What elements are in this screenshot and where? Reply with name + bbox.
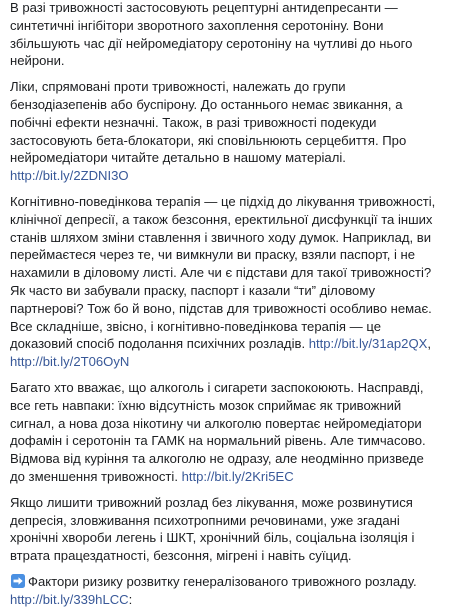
- right-arrow-emoji-icon: [10, 573, 26, 589]
- paragraph-text: Фактори ризику розвитку генералізованого тривожного розладу.: [28, 573, 417, 589]
- post-link[interactable]: http://bit.ly/2Kri5EC: [181, 468, 294, 484]
- post-link[interactable]: http://bit.ly/339hLCC: [10, 591, 129, 607]
- paragraph-text: Ліки, спрямовані проти тривожності, належать до групи бензодіазепенів або буспірону. До останнього немає звикання, а побічні ефекти незначні. Також, в разі тривожності подекуди застосовують бета-блокатори, які сповільнюють серцебиття. Про нейромедіатори читайте детально в нашому матеріалі.: [10, 79, 407, 166]
- post-paragraph: [10, 379, 440, 486]
- post-link[interactable]: http://bit.ly/31ap2QX: [308, 336, 428, 352]
- post-link[interactable]: http://bit.ly/2ZDNI3O: [10, 168, 129, 184]
- paragraph-text: :: [128, 591, 133, 607]
- paragraph-text: В разі тривожності застосовують рецептурні антидепресанти — синтетичні інгібітори зворотного захоплення серотоніну. Вони збільшують час дії нейромедіатору серотоніну на чутливі до нього нейрони.: [10, 0, 413, 69]
- post-paragraph: [10, 573, 440, 609]
- post-paragraph: [10, 193, 440, 371]
- post-paragraph: [10, 494, 440, 565]
- paragraph-text: Багато хто вважає, що алкоголь і сигарети заспокоюють. Насправді, все геть навпаки: їхню відсутність мозок сприймає як тривожний сигнал, а нова доза нікотину чи алкоголю повертає нейромедіатори дофамін і серотонін та ГАМК на нормальний рівень. Але тимчасово. Відмова від куріння та алкоголю не одразу, але неодмінно призведе до зменшення тривожності.: [10, 379, 426, 484]
- post-link[interactable]: http://bit.ly/2T06OyN: [10, 354, 130, 370]
- post-paragraph: [10, 78, 440, 185]
- paragraph-text: ,: [427, 336, 432, 352]
- paragraph-text: Якщо лишити тривожний розлад без лікування, може розвинутися депресія, зловживання психотропними речовинами, уже згадані хронічні хвороби легень і ШКТ, хронічний біль, соціальна ізоляція і втрата працездатності, безсоння, мігрені і навіть суїцид.: [10, 494, 415, 564]
- post-paragraph: [10, 0, 440, 70]
- paragraph-text: Когнітивно-поведінкова терапія — це підхід до лікування тривожності, клінічної депресії, а також безсоння, еректильної дисфункції та інших станів шляхом зміни ставлення і звичного ходу думок. Наприклад, ви переймаєтеся через те, чи вимкнули ви праску, взяли паспорт, і не нахамили в діловому листі. Але чи є підстави для такої тривожності? Як часто ви забували праску, паспорт і казали “ти” діловому партнерові? Тож бо й воно, підстав для тривожності особливо немає. Все складніше, звісно, і когнітивно-поведінкова терапія — це доказовий спосіб подолання психічних розладів.: [10, 193, 436, 352]
